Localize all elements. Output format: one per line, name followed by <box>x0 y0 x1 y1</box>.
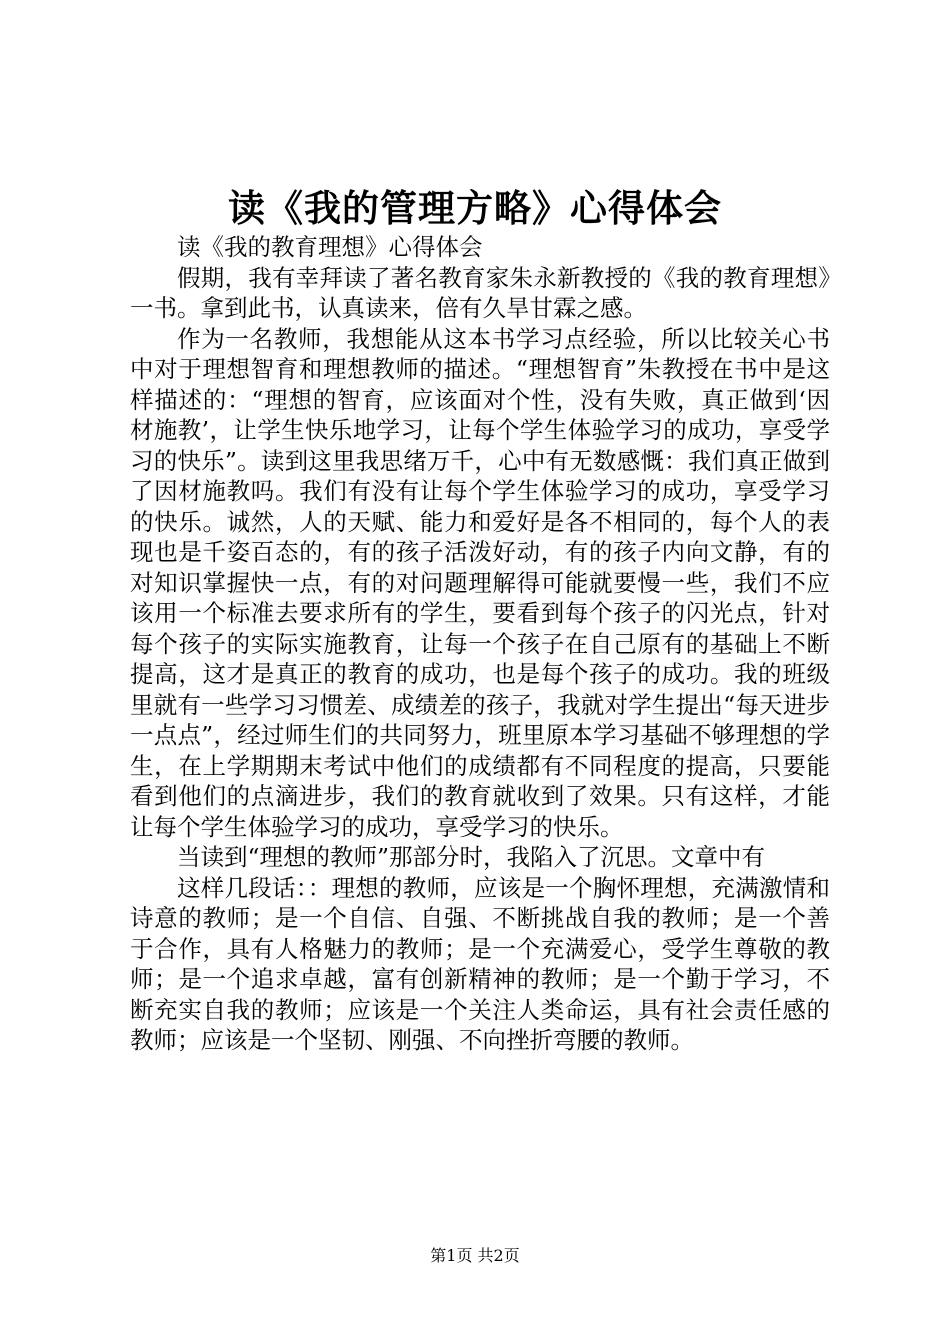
document-body <box>130 232 830 1056</box>
paragraph: 当读到“理想的教师”那部分时，我陷入了沉思。文章中有 <box>177 843 766 871</box>
paragraph: 这样几段话：：理想的教师，应该是一个胸怀理想，充满激情和诗意的教师；是一个自信、自强、不断挑战自我的教师；是一个善于合作，具有人格魅力的教师；是一个充满爱心，受学生尊敬的教师；是一个追求卓越，富有创新精神的教师；是一个勤于学习，不断充实自我的教师；应该是一个关注人类命运，具有社会责任感的教师；应该是一个坚韧、刚强、不向挫折弯腰的教师。 <box>130 873 830 1054</box>
paragraph: 作为一名教师，我想能从这本书学习点经验，所以比较关心书中对于理想智育和理想教师的描述。“理想智育”朱教授在书中是这样描述的：“理想的智育，应该面对个性，没有失败，真正做到‘因材施教’，让学生快乐地学习，让每个学生体验学习的成功，享受学习的快乐”。读到这里我思绪万千，心中有无数感慨：我们真正做到了因材施教吗。我们有没有让每个学生体验学习的成功，享受学习的快乐。诚然，人的天赋、能力和爱好是各不相同的，每个人的表现也是千姿百态的，有的孩子活泼好动，有的孩子内向文静，有的对知识掌握快一点，有的对问题理解得可能就要慢一些，我们不应该用一个标准去要求所有的学生，要看到每个孩子的闪光点，针对每个孩子的实际实施教育，让每一个孩子在自己原有的基础上不断提高，这才是真正的教育的成功，也是每个孩子的成功。我的班级里就有一些学习习惯差、成绩差的孩子，我就对学生提出“每天进步一点点”，经过师生们的共同努力，班里原本学习基础不够理想的学生，在上学期期末考试中他们的成绩都有不同程度的提高，只要能看到他们的点滴进步，我们的教育就收到了效果。只有这样，才能让每个学生体验学习的成功，享受学习的快乐。 <box>130 324 830 841</box>
paragraph: 读《我的教育理想》心得体会 <box>177 233 483 261</box>
page-title: 读《我的管理方略》心得体会 <box>228 186 722 230</box>
page-number-footer: 第1页 共2页 <box>430 1246 520 1265</box>
paragraph: 假期，我有幸拜读了著名教育家朱永新教授的《我的教育理想》一书。拿到此书，认真读来，倍有久旱甘霖之感。 <box>130 263 830 322</box>
